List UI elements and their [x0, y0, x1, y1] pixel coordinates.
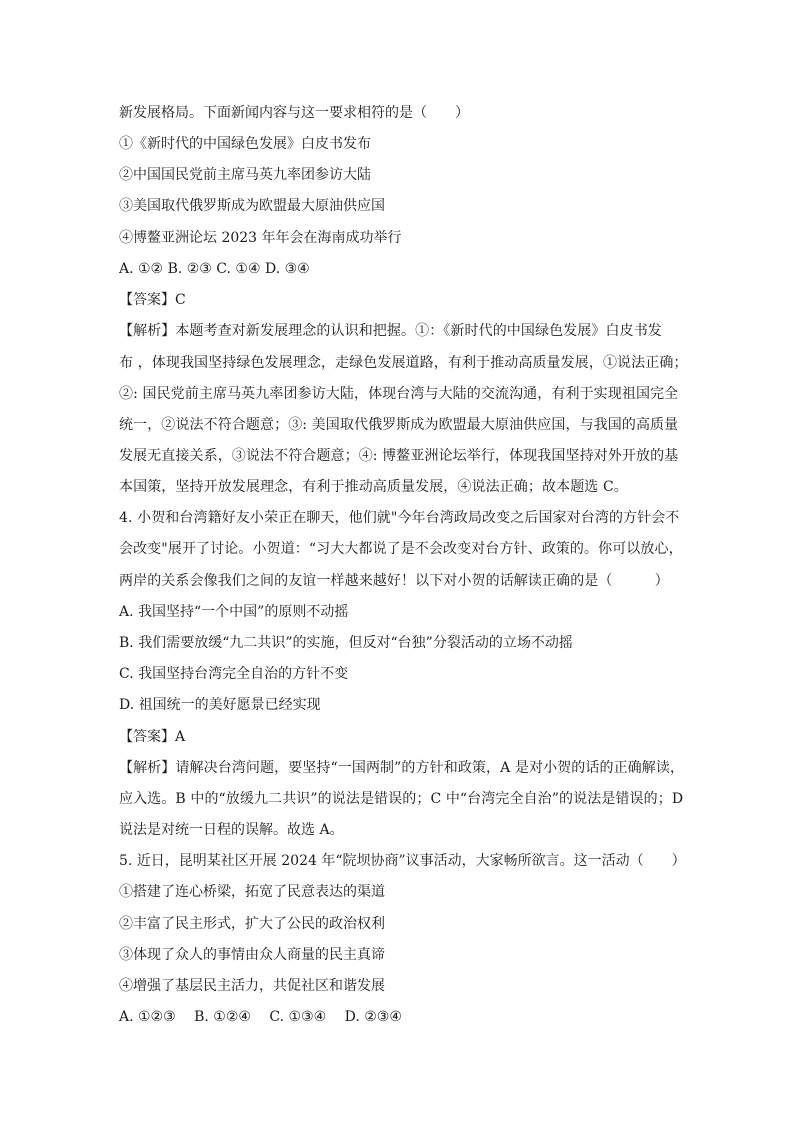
question-3-option-4: ④博鳌亚洲论坛 2023 年年会在海南成功举行: [119, 230, 402, 246]
question-4-option-d: D. 祖国统一的美好愿景已经实现: [119, 697, 321, 713]
question-4-option-c: C. 我国坚持台湾完全自治的方针不变: [119, 666, 349, 682]
question-3-choices: A. ①② B. ②③ C. ①④ D. ③④: [119, 261, 310, 277]
question-3-stem-end: 新发展格局。下面新闻内容与这一要求相符的是（ ）: [119, 105, 469, 121]
question-4-analysis-line-3: 说法是对统一日程的误解。故选 A。: [119, 822, 344, 838]
question-3-option-2: ②中国国民党前主席马英九率团参访大陆: [119, 167, 371, 183]
question-3-analysis-line-2: 布 ，体现我国坚持绿色发展理念，走绿色发展道路，有利于推动高质量发展，①说法正确；: [119, 355, 688, 371]
question-4-stem-line-3: 两岸的关系会像我们之间的友谊一样越来越好！以下对小贺的话解读正确的是（ ）: [119, 573, 669, 589]
question-4-answer: 【答案】A: [119, 729, 186, 745]
question-5-choices: A. ①②③ B. ①②④ C. ①③④ D. ②③④: [119, 1009, 402, 1025]
question-4-analysis-line-2: 应入选。B 中的“放缓九二共识”的说法是错误的；C 中“台湾完全自治”的说法是错误的；D: [119, 791, 684, 807]
question-3-option-1: ①《新时代的中国绿色发展》白皮书发布: [119, 136, 371, 152]
question-4-analysis-line-1: 【解析】请解决台湾问题，要坚持“一国两制”的方针和政策，A 是对小贺的话的正确解读，: [119, 760, 685, 776]
question-3-analysis-line-1: 【解析】本题考查对新发展理念的认识和把握。①：《新时代的中国绿色发展》白皮书发: [119, 323, 662, 339]
question-4-option-a: A. 我国坚持“一个中国”的原则不动摇: [119, 604, 349, 620]
question-3-answer: 【答案】C: [119, 292, 186, 308]
question-4-stem-line-2: 会改变"展开了讨论。小贺道：“习大大都说了是不会改变对台方针、政策的。你可以放心，: [119, 541, 683, 557]
question-5-stem: 5. 近日，昆明某社区开展 2024 年“院坝协商”议事活动，大家畅所欲言。这一活动（ ）: [119, 853, 686, 869]
question-3-analysis-line-5: 发展无直接关系，③说法不符合题意；④: 博鳌亚洲论坛举行，体现我国坚持对外开放的基: [119, 448, 679, 464]
question-5-option-2: ②丰富了民主形式，扩大了公民的政治权利: [119, 916, 385, 932]
question-3-option-3: ③美国取代俄罗斯成为欧盟最大原油供应国: [119, 198, 385, 214]
question-5-option-4: ④增强了基层民主活力，共促社区和谐发展: [119, 978, 385, 994]
question-5-option-1: ①搭建了连心桥梁，拓宽了民意表达的渠道: [119, 884, 385, 900]
question-3-analysis-line-4: 统一，②说法不符合题意；③: 美国取代俄罗斯成为欧盟最大原油供应国，与我国的高质量: [119, 417, 679, 433]
question-3-analysis-line-6: 本国策，坚持开放发展理念，有利于推动高质量发展，④说法正确；故本题选 C。: [119, 479, 628, 495]
question-3-analysis-line-3: ②: 国民党前主席马英九率团参访大陆，体现台湾与大陆的交流沟通，有利于实现祖国完全: [119, 386, 679, 402]
question-4-option-b: B. 我们需要放缓“九二共识”的实施，但反对“台独”分裂活动的立场不动摇: [119, 635, 573, 651]
question-5-option-3: ③体现了众人的事情由众人商量的民主真谛: [119, 947, 385, 963]
question-4-stem-line-1: 4. 小贺和台湾籍好友小荣正在聊天，他们就"今年台湾政局改变之后国家对台湾的方针会不: [119, 510, 680, 526]
